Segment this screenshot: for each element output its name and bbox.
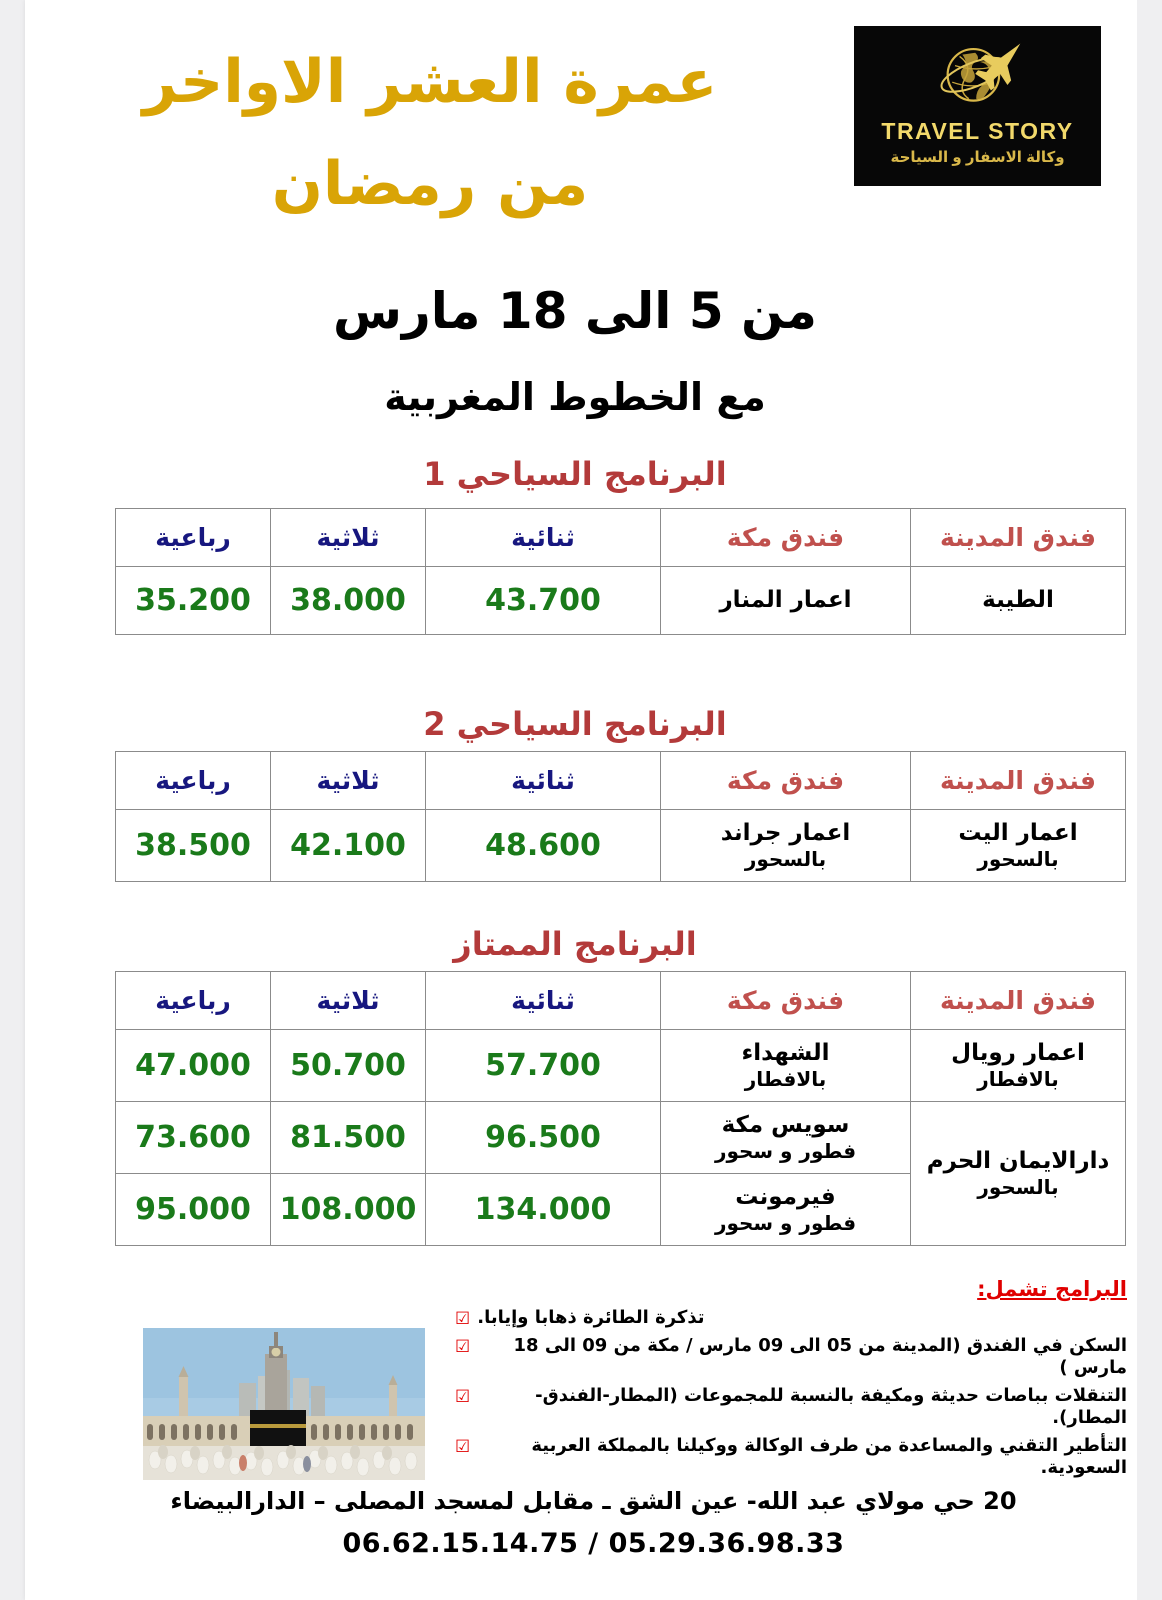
- include-text: السكن في الفندق (المدينة من 05 الى 09 مارس / مكة من 09 الى 18 مارس ): [513, 1334, 1127, 1378]
- list-item: [455, 1385, 1127, 1430]
- program-heading-2: البرنامج السياحي 2: [423, 705, 727, 743]
- madina-hotel-name: دارالايمان الحرم: [926, 1147, 1110, 1174]
- makkah-meal-plan: بالسحور: [744, 847, 827, 872]
- madina-meal-plan: بالسحور: [977, 847, 1059, 872]
- table-row: [116, 1030, 1126, 1102]
- checkbox-checked-icon: ☑: [455, 1436, 471, 1456]
- col-header-makkah-hotel: فندق مكة: [661, 509, 911, 567]
- cell-price-quad: 47.000: [116, 1030, 271, 1102]
- include-text: تذكرة الطائرة ذهابا وإيابا.: [477, 1307, 705, 1328]
- col-header-double: ثنائية: [426, 972, 661, 1030]
- globe-airplane-icon: [932, 34, 1024, 117]
- checkbox-checked-icon: ☑: [455, 1309, 471, 1328]
- agency-phones: 06.62.15.14.75 / 05.29.36.98.33: [342, 1528, 845, 1559]
- cell-price-double: 48.600: [426, 810, 661, 882]
- cell-price-quad: 35.200: [116, 567, 271, 635]
- cell-madina-hotel: [911, 567, 1126, 635]
- cell-price-quad: 73.600: [116, 1102, 271, 1174]
- includes-title: البرامج تشمل:: [977, 1277, 1127, 1301]
- col-header-triple: ثلاثية: [271, 752, 426, 810]
- cell-price-double: 57.700: [426, 1030, 661, 1102]
- table-row: [116, 1102, 1126, 1174]
- makkah-meal-plan: فطور و سحور: [714, 1139, 857, 1164]
- col-header-triple: ثلاثية: [271, 509, 426, 567]
- col-header-triple: ثلاثية: [271, 972, 426, 1030]
- cell-price-double: 96.500: [426, 1102, 661, 1174]
- col-header-quad: رباعية: [116, 972, 271, 1030]
- cell-price-triple: 108.000: [271, 1174, 426, 1246]
- cell-price-double: 134.000: [426, 1174, 661, 1246]
- travel-dates: من 5 الى 18 مارس: [333, 282, 817, 340]
- cell-price-quad: 95.000: [116, 1174, 271, 1246]
- cell-makkah-hotel: [661, 1174, 911, 1246]
- makkah-hotel-name: سويس مكة: [721, 1111, 850, 1138]
- madina-hotel-name: الطيبة: [982, 587, 1054, 614]
- cell-makkah-hotel: [661, 567, 911, 635]
- cell-price-triple: 50.700: [271, 1030, 426, 1102]
- include-text: التنقلات بباصات حديثة ومكيفة بالنسبة للمجموعات (المطار-الفندق-المطار).: [535, 1384, 1127, 1428]
- list-item: [455, 1307, 1127, 1330]
- makkah-hotel-name: فيرمونت: [735, 1183, 836, 1210]
- col-header-double: ثنائية: [426, 752, 661, 810]
- price-table-3: [115, 971, 1126, 1246]
- include-text: التأطير التقني والمساعدة من طرف الوكالة ووكيلنا بالمملكة العربية السعودية.: [531, 1434, 1127, 1478]
- includes-section: [455, 1277, 1127, 1485]
- madina-meal-plan: بالسحور: [977, 1175, 1059, 1200]
- table-header-row: [116, 509, 1126, 567]
- program-heading-1: البرنامج السياحي 1: [423, 455, 727, 493]
- table-row: [116, 810, 1126, 882]
- makkah-hotel-name: اعمار المنار: [719, 587, 852, 614]
- cell-madina-hotel: [911, 1030, 1126, 1102]
- col-header-makkah-hotel: فندق مكة: [661, 972, 911, 1030]
- price-table-1: [115, 508, 1126, 635]
- logo-subtitle: وكالة الاسفار و السياحة: [890, 149, 1065, 166]
- col-header-madina-hotel: فندق المدينة: [911, 972, 1126, 1030]
- agency-address: 20 حي مولاي عبد الله- عين الشق ـ مقابل لمسجد المصلى – الدارالبيضاء: [170, 1487, 1017, 1515]
- cell-makkah-hotel: [661, 1102, 911, 1174]
- cell-makkah-hotel: [661, 810, 911, 882]
- makkah-meal-plan: فطور و سحور: [714, 1211, 857, 1236]
- checkbox-checked-icon: ☑: [455, 1336, 471, 1356]
- col-header-makkah-hotel: فندق مكة: [661, 752, 911, 810]
- list-item: [455, 1435, 1127, 1480]
- airline-label: مع الخطوط المغربية: [384, 375, 766, 419]
- madina-hotel-name: اعمار رويال: [951, 1039, 1085, 1066]
- program-heading-3: البرنامج الممتاز: [453, 925, 697, 963]
- col-header-double: ثنائية: [426, 509, 661, 567]
- makkah-meal-plan: بالافطار: [744, 1067, 827, 1092]
- col-header-quad: رباعية: [116, 509, 271, 567]
- flyer-page: [25, 0, 1162, 1600]
- cell-price-triple: 42.100: [271, 810, 426, 882]
- madina-meal-plan: بالافطار: [977, 1067, 1059, 1092]
- price-table-2: [115, 751, 1126, 882]
- page-title-line1: عمرة العشر الاواخر: [142, 47, 718, 117]
- kaaba-photo: [143, 1328, 425, 1480]
- agency-logo: [854, 26, 1101, 186]
- cell-price-double: 43.700: [426, 567, 661, 635]
- table-header-row: [116, 752, 1126, 810]
- table-row: [116, 567, 1126, 635]
- list-item: [455, 1335, 1127, 1380]
- page-title-line2: من رمضان: [271, 149, 589, 219]
- cell-price-triple: 81.500: [271, 1102, 426, 1174]
- table-header-row: [116, 972, 1126, 1030]
- cell-makkah-hotel: [661, 1030, 911, 1102]
- makkah-hotel-name: اعمار جراند: [720, 819, 851, 846]
- cell-madina-hotel: [911, 810, 1126, 882]
- madina-hotel-name: اعمار اليت: [958, 819, 1078, 846]
- cell-madina-hotel: [911, 1102, 1126, 1246]
- makkah-hotel-name: الشهداء: [741, 1039, 830, 1066]
- logo-brand-name: TRAVEL STORY: [881, 118, 1074, 144]
- col-header-madina-hotel: فندق المدينة: [911, 752, 1126, 810]
- col-header-madina-hotel: فندق المدينة: [911, 509, 1126, 567]
- checkbox-checked-icon: ☑: [455, 1386, 471, 1406]
- cell-price-triple: 38.000: [271, 567, 426, 635]
- cell-price-quad: 38.500: [116, 810, 271, 882]
- page-gutter: [1137, 0, 1162, 1600]
- col-header-quad: رباعية: [116, 752, 271, 810]
